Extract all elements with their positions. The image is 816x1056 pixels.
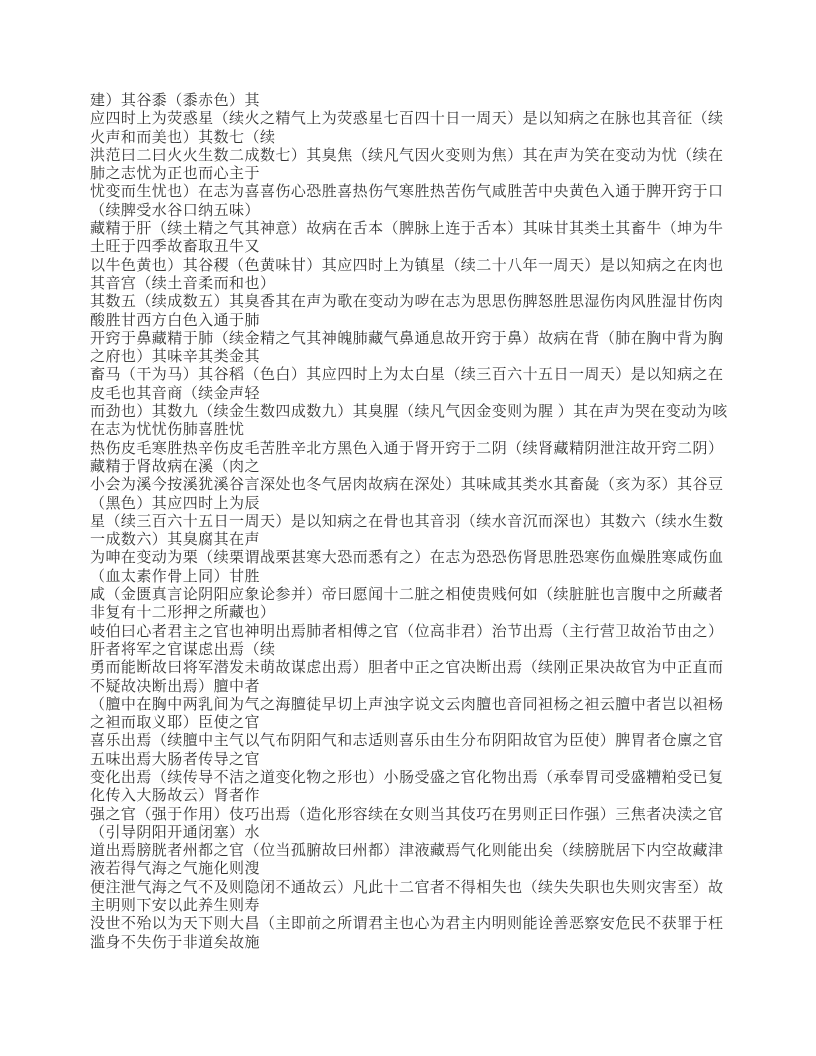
- text-line: 变化出焉（续传导不洁之道变化物之形也）小肠受盛之官化物出焉（承奉胃司受盛糟粕受已复: [90, 769, 724, 786]
- text-line: 火声和而美也）其数七（续: [90, 129, 276, 146]
- text-line: 不疑故决断出焉）膻中者: [90, 678, 260, 695]
- text-line: 之袒而取义耶）臣使之官: [90, 715, 260, 732]
- text-line: 其音宫（续土音柔而和也）: [90, 275, 276, 292]
- text-line: 酸胜甘西方白色入通于肺: [90, 312, 260, 329]
- text-line: （膻中在胸中两乳间为气之海膻徒早切上声浊字说文云肉膻也音同袒杨之袒云膻中者岂以袒杨: [90, 696, 724, 713]
- text-line: 强之官（强于作用）伎巧出焉（造化形容续在女则当其伎巧在男则正曰作强）三焦者决渎之官: [90, 806, 724, 823]
- text-line: 滥身不失伤于非道矣故施: [90, 934, 260, 951]
- text-line: 喜乐出焉（续膻中主气以气布阴阳气和志适则喜乐由生分布阴阳故官为臣使）脾胃者仓廪之官: [90, 733, 724, 750]
- text-line: 星（续三百六十五日一周天）是以知病之在骨也其音羽（续水音沉而深也）其数六（续水生数: [90, 513, 724, 530]
- text-line: （血太素作骨上同）甘胜: [90, 568, 260, 585]
- text-line: 藏精于肾故病在溪（肉之: [90, 458, 260, 475]
- text-line: 洪范曰二曰火火生数二成数七）其臭焦（续凡气因火变则为焦）其在声为笑在变动为忧（续在: [90, 147, 724, 164]
- text-line: 其数五（续成数五）其臭香其在声为歌在变动为哕在志为思思伤脾怒胜思湿伤肉风胜湿甘伤肉: [90, 294, 724, 311]
- text-line: 建）其谷黍（黍赤色）其: [90, 93, 260, 109]
- text-line: （黑色）其应四时上为辰: [90, 495, 260, 512]
- text-line: 肺之志忧为正也而心主于: [90, 166, 260, 183]
- text-line: 在志为忧忧伤肺喜胜忧: [90, 422, 245, 439]
- text-line: （引导阴阳开通闭塞）水: [90, 824, 260, 841]
- text-line: 畜马（干为马）其谷稻（色白）其应四时上为太白星（续三百六十五日一周天）是以知病之在: [90, 367, 724, 384]
- text-line: 液若得气海之气施化则溲: [90, 861, 260, 878]
- text-line: 勇而能断故曰将军潜发未萌故谋虑出焉）胆者中正之官决断出焉（续刚正果决故官为中正直而: [90, 660, 724, 677]
- text-line: 藏精于肝（续土精之气其神意）故病在舌本（脾脉上连于舌本）其味甘其类土其畜牛（坤为牛: [90, 221, 724, 238]
- text-line: 而劲也）其数九（续金生数四成数九）其臭腥（续凡气因金变则为腥 ）其在声为哭在变动为咳: [90, 404, 728, 421]
- text-line: 没世不殆以为天下则大昌（主即前之所谓君主也心为君主内明则能诠善恶察安危民不获罪于枉: [90, 916, 724, 933]
- text-line: 道出焉膀胱者州都之官（位当孤腑故曰州都）津液藏焉气化则能出矣（续膀胱居下内空故藏津: [90, 843, 724, 860]
- text-line: 非复有十二形押之所藏也）: [90, 605, 276, 622]
- text-line: 岐伯曰心者君主之官也神明出焉肺者相傅之官（位高非君）治节出焉（主行营卫故治节由之）: [90, 623, 724, 640]
- text-line: 一成数六）其臭腐其在声: [90, 532, 260, 549]
- text-line: （续脾受水谷口纳五味）: [90, 202, 260, 219]
- text-line: 开窍于鼻藏精于肺（续金精之气其神魄肺藏气鼻通息故开窍于鼻）故病在背（肺在胸中背为胸: [90, 330, 724, 347]
- text-line: 化传入大肠故云）肾者作: [90, 788, 260, 805]
- text-line: 皮毛也其音商（续金声轻: [90, 385, 260, 402]
- text-line: 之府也）其味辛其类金其: [90, 349, 260, 366]
- text-line: 热伤皮毛寒胜热辛伤皮毛苦胜辛北方黑色入通于肾开窍于二阴（续肾藏精阴泄注故开窍二阴）: [90, 440, 724, 457]
- text-line: 土旺于四季故畜取丑牛又: [90, 239, 260, 256]
- text-line: 便注泄气海之气不及则隐闭不通故云）凡此十二官者不得相失也（续失失职也失则灾害至）故: [90, 879, 724, 896]
- text-line: 五味出焉大肠者传导之官: [90, 751, 260, 768]
- text-line: 以牛色黄也）其谷稷（色黄味甘）其应四时上为镇星（续二十八年一周天）是以知病之在肉也: [90, 257, 724, 274]
- text-line: 为呻在变动为栗（续栗谓战栗甚寒大恐而悉有之）在志为恐恐伤肾思胜恐寒伤血燥胜寒咸伤血: [90, 550, 724, 567]
- text-line: 忧变而生忧也）在志为喜喜伤心恐胜喜热伤气寒胜热苦伤气咸胜苦中央黄色入通于脾开窍于口: [90, 184, 724, 201]
- text-line: 咸（金匮真言论阴阳应象论参并）帝曰愿闻十二脏之相使贵贱何如（续脏脏也言腹中之所藏者: [90, 587, 724, 604]
- text-line: 小会为溪今按溪犹溪谷言深处也冬气居肉故病在深处）其味咸其类水其畜彘（亥为豕）其谷豆: [90, 477, 724, 494]
- document-text-block: [90, 92, 738, 952]
- text-line: 应四时上为荧惑星（续火之精气上为荧惑星七百四十日一周天）是以知病之在脉也其音征（续: [90, 111, 724, 128]
- text-line: 肝者将军之官谋虑出焉（续: [90, 641, 276, 658]
- text-line: 主明则下安以此养生则寿: [90, 898, 260, 915]
